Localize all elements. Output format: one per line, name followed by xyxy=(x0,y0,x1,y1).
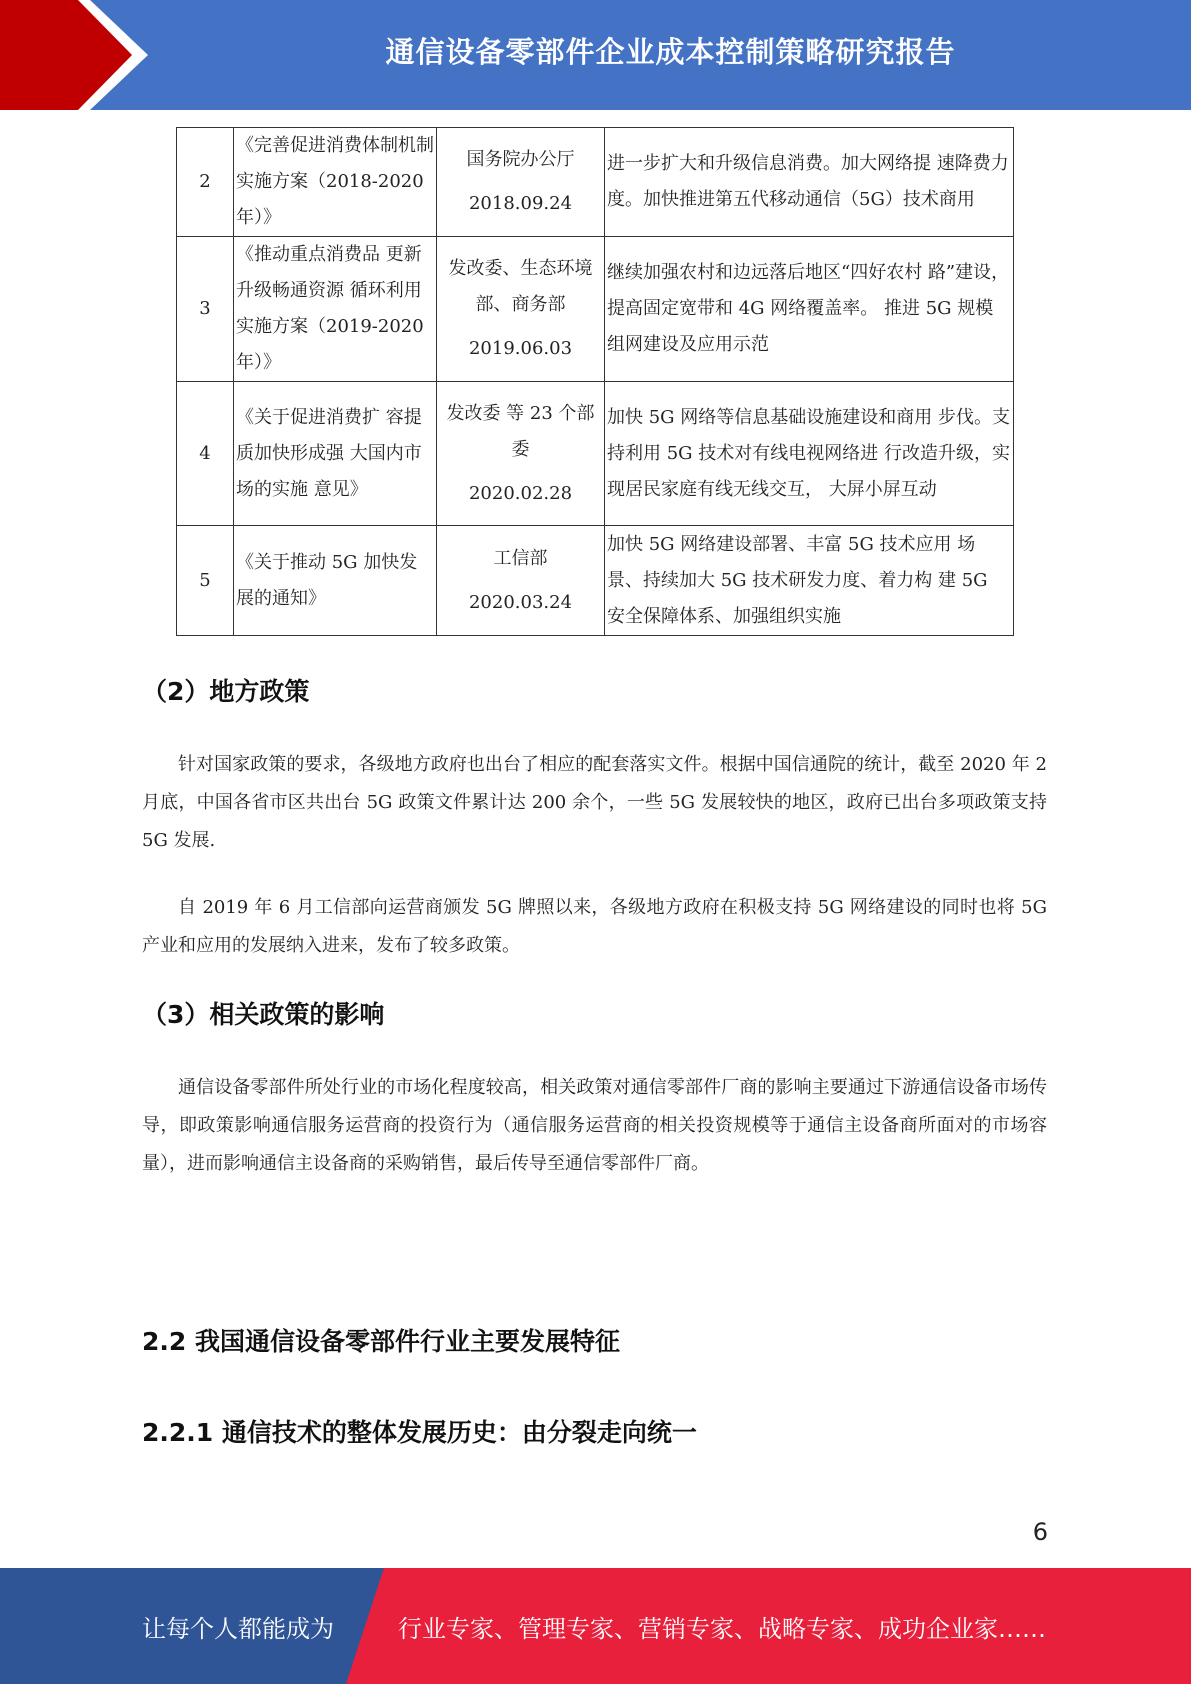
policy-table xyxy=(176,127,1014,636)
local-policy-paragraph: 自 2019 年 6 月工信部向运营商颁发 5G 牌照以来，各级地方政府在积极支持 5G 网络建设的同时也将 5G 产业和应用的发展纳入进来，发布了较多政策。 xyxy=(142,897,1047,956)
policy-issuer: 发改委 等 23 个部委 xyxy=(446,402,595,460)
policy-issuer-cell xyxy=(437,237,605,382)
policy-name: 《推动重点消费品 更新升级畅通资源 循环利用实施方案（2019-2020 年）》 xyxy=(234,237,437,382)
policy-impact-paragraph: 通信设备零部件所处行业的市场化程度较高，相关政策对通信零部件厂商的影响主要通过下游通信设备市场传导，即政策影响通信服务运营商的投资行为（通信服务运营商的相关投资规模等于通信主设备商所面对的市场容量），进而影响通信主设备商的采购销售，最后传导至通信零部件厂商。 xyxy=(142,1077,1047,1174)
policy-date: 2020.03.24 xyxy=(468,591,573,613)
policy-issuer-cell xyxy=(437,128,605,237)
policy-content: 进一步扩大和升级信息消费。加大网络提 速降费力度。加快推进第五代移动通信（5G）技术商用 xyxy=(605,128,1014,237)
policy-content: 加快 5G 网络建设部署、丰富 5G 技术应用 场景、持续加大 5G 技术研发力度、着力构 建 5G 安全保障体系、加强组织实施 xyxy=(605,526,1014,636)
local-policy-paragraph: 针对国家政策的要求，各级地方政府也出台了相应的配套落实文件。根据中国信通院的统计，截至 2020 年 2 月底，中国各省市区共出台 5G 政策文件累计达 200 余个，一些 5G 发展较快的地区，政府已出台多项政策支持 5G 发展. xyxy=(142,754,1047,851)
row-number: 5 xyxy=(177,526,234,636)
page-number: 6 xyxy=(1032,1518,1048,1546)
row-number: 3 xyxy=(177,237,234,382)
footer-slogan-right: 行业专家、管理专家、营销专家、战略专家、成功企业家…… xyxy=(398,1614,1046,1643)
table-row xyxy=(177,128,1014,237)
table-row xyxy=(177,237,1014,382)
policy-issuer: 国务院办公厅 xyxy=(466,149,575,170)
row-number: 4 xyxy=(177,382,234,526)
page-header xyxy=(0,0,1191,110)
policy-content: 加快 5G 网络等信息基础设施建设和商用 步伐。支持利用 5G 技术对有线电视网络进 行改造升级，实现居民家庭有线无线交互， 大屏小屏互动 xyxy=(605,382,1014,526)
local-policy-heading: （2）地方政策 xyxy=(142,677,310,706)
section-2-2-heading: 2.2 我国通信设备零部件行业主要发展特征 xyxy=(142,1327,620,1356)
section-2-2-1-heading: 2.2.1 通信技术的整体发展历史：由分裂走向统一 xyxy=(142,1418,697,1447)
policy-issuer: 发改委、生态环境部、商务部 xyxy=(448,258,593,315)
policy-date: 2018.09.24 xyxy=(468,193,573,214)
page-footer xyxy=(0,1568,1191,1684)
policy-issuer-cell xyxy=(437,382,605,526)
policy-name: 《关于促进消费扩 容提质加快形成强 大国内市场的实施 意见》 xyxy=(234,382,437,526)
table-row xyxy=(177,382,1014,526)
policy-date: 2019.06.03 xyxy=(468,338,573,359)
policy-issuer-cell xyxy=(437,526,605,636)
policy-content: 继续加强农村和边远落后地区“四好农村 路”建设，提高固定宽带和 4G 网络覆盖率。 推进 5G 规模组网建设及应用示范 xyxy=(605,237,1014,382)
report-title: 通信设备零部件企业成本控制策略研究报告 xyxy=(385,34,956,69)
header-chevron xyxy=(0,0,132,110)
row-number: 2 xyxy=(177,128,234,237)
policy-name: 《完善促进消费体制机制实施方案（2018-2020 年）》 xyxy=(234,128,437,237)
table-row xyxy=(177,526,1014,636)
policy-impact-heading: （3）相关政策的影响 xyxy=(142,1000,385,1029)
policy-date: 2020.02.28 xyxy=(468,482,573,504)
footer-slogan-left: 让每个人都能成为 xyxy=(142,1614,334,1643)
policy-name: 《关于推动 5G 加快发展的通知》 xyxy=(234,526,437,636)
policy-issuer: 工信部 xyxy=(493,547,548,569)
